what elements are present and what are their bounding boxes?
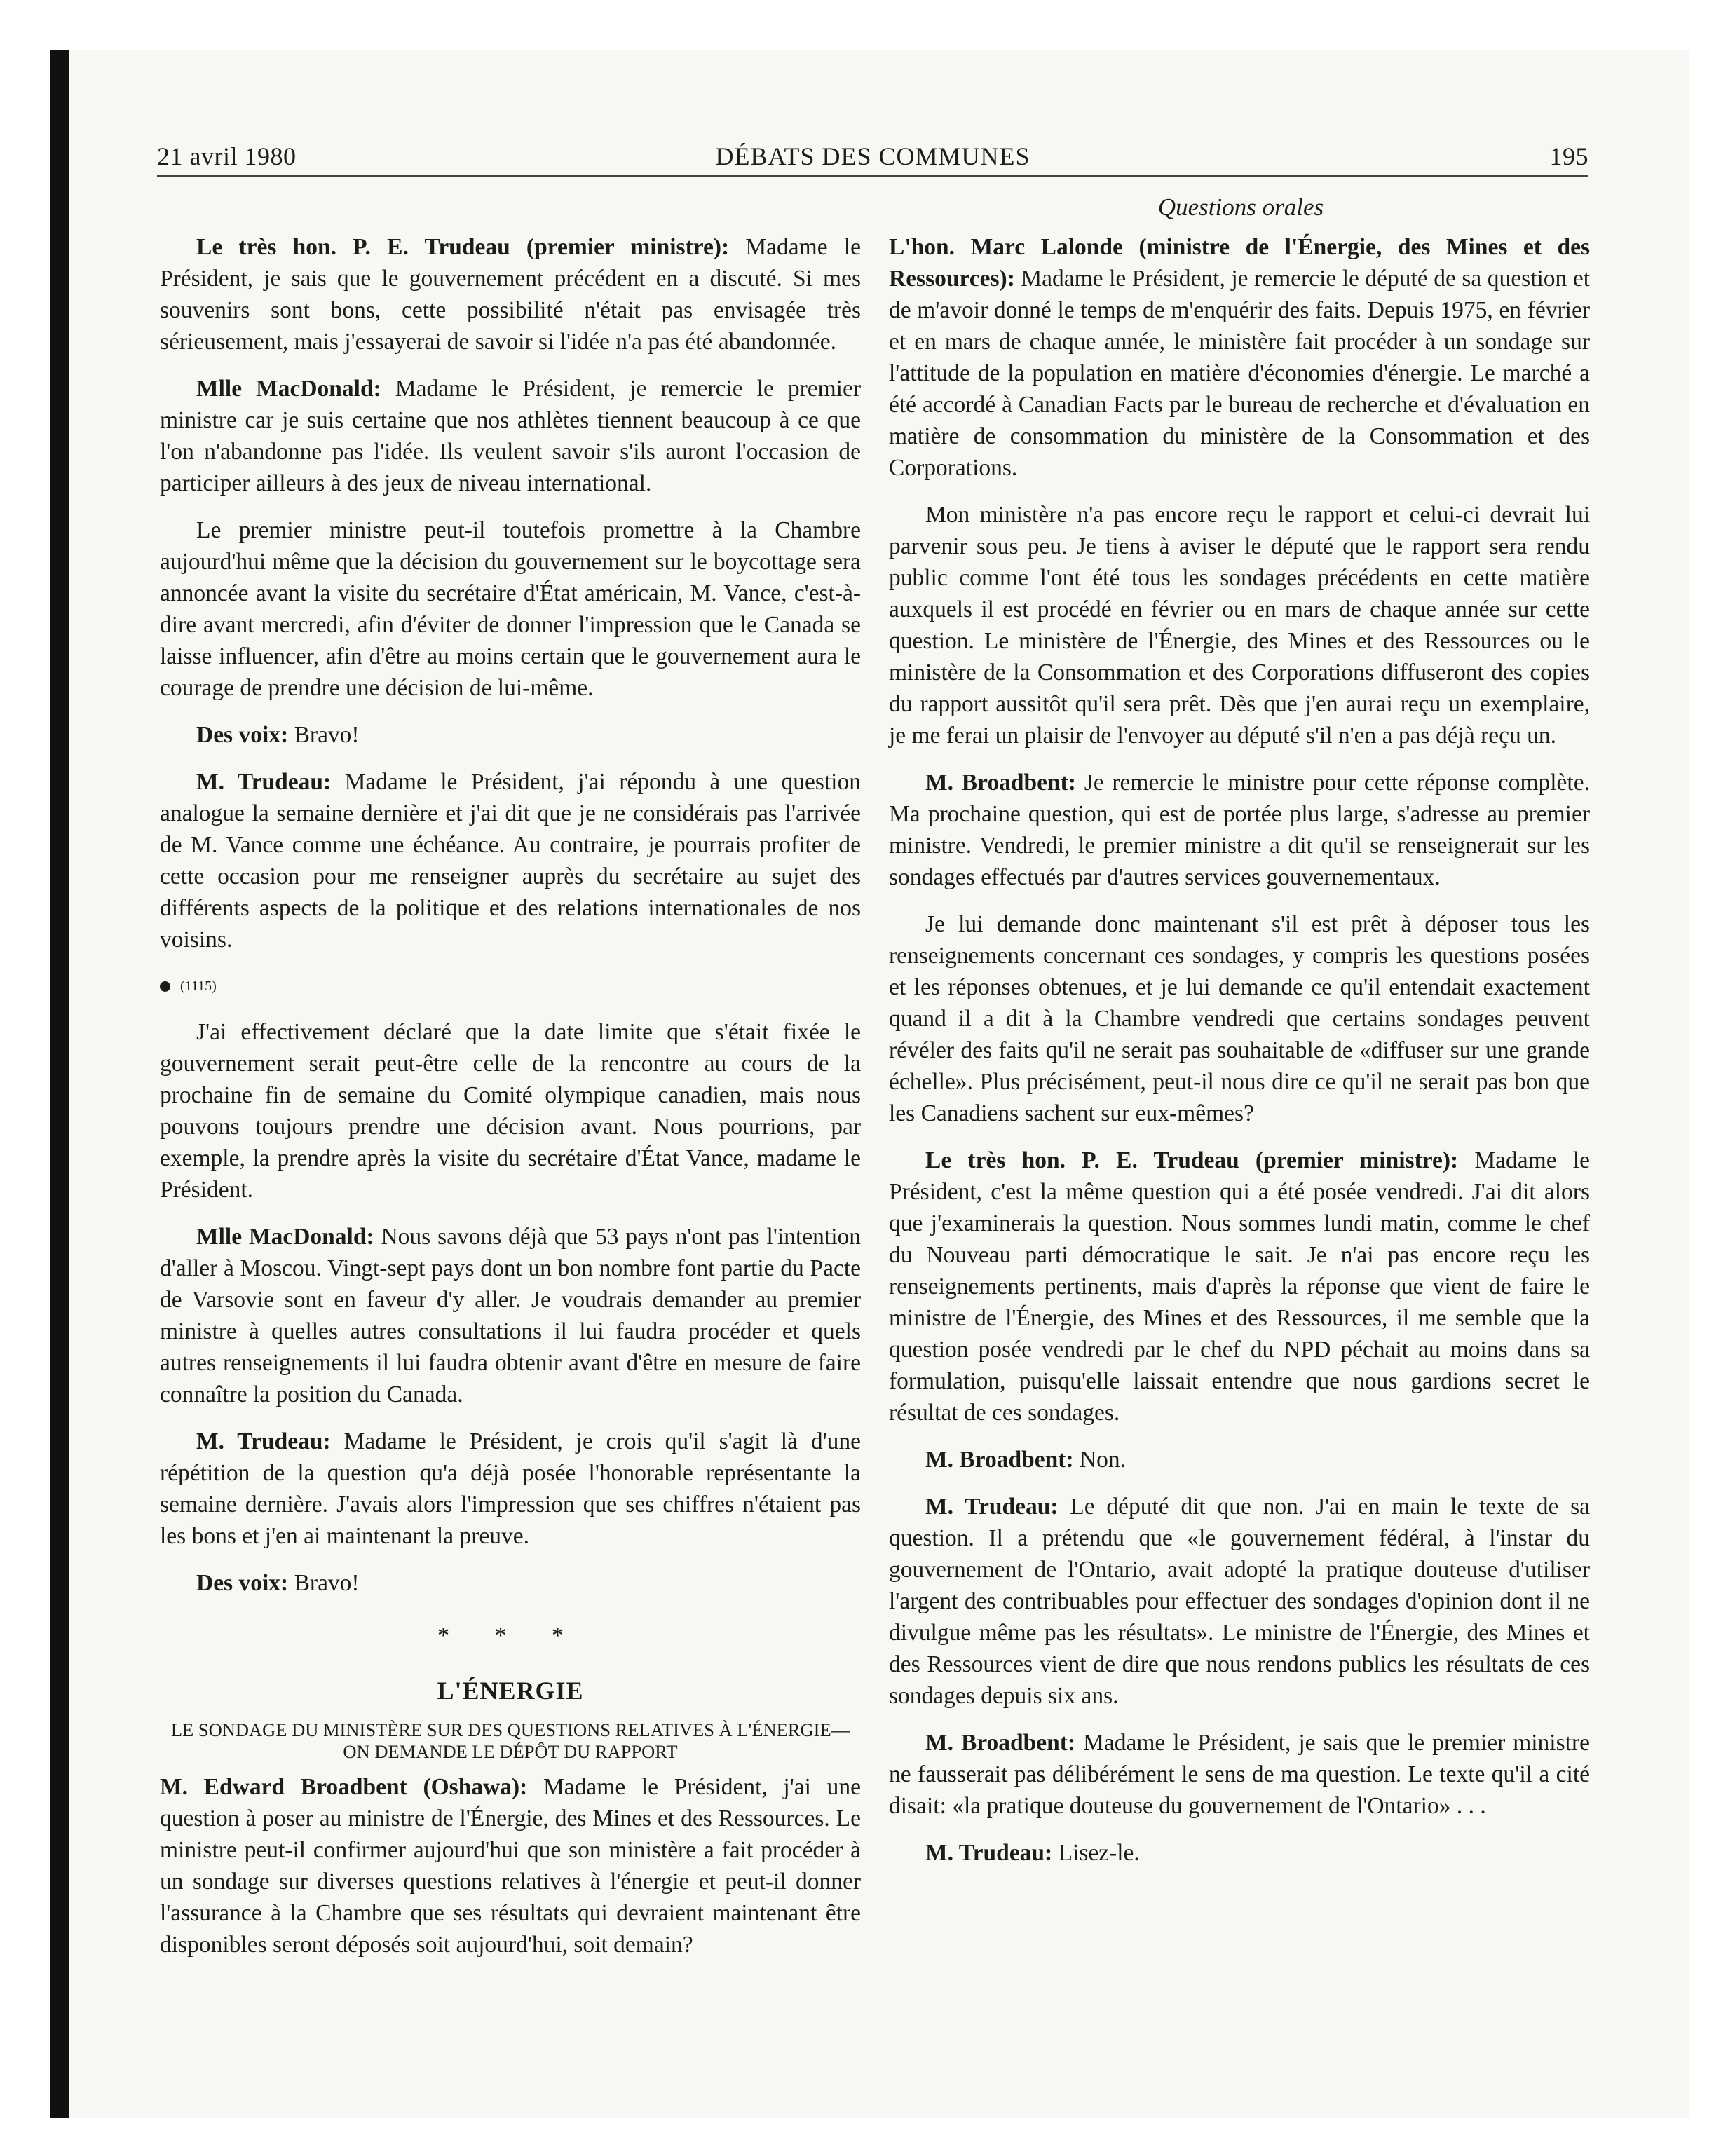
speech-text: Bravo! [288, 1570, 360, 1596]
paragraph [889, 1837, 1590, 1869]
paragraph [889, 1145, 1590, 1428]
speech-text: Je lui demande donc maintenant s'il est prêt à déposer tous les renseignements concernant ces sondages, y compris les questions posées et les réponses obtenues, et je lui demande ce qu'il entendait exactement quand il a dit à la Chambre vendredi que certains sondages peuvent révéler des faits qu'il ne serait pas souhaitable de «diffuser sur une grande échelle». Plus précisément, peut-il nous dire ce qu'il ne serait pas bon que les Canadiens sachent sur eux-mêmes? [889, 911, 1590, 1126]
paragraph [889, 1444, 1590, 1475]
section-label: Questions orales [1157, 193, 1324, 221]
paragraph [160, 1771, 861, 1960]
right-column [889, 231, 1590, 1884]
speaker-name: M. Edward Broadbent (Oshawa): [160, 1774, 528, 1800]
topic-heading: L'ÉNERGIE [437, 1677, 584, 1705]
paragraph [889, 767, 1590, 893]
header-title: DÉBATS DES COMMUNES [715, 142, 1030, 170]
speech-text: Non. [1073, 1447, 1127, 1473]
speaker-name: Mlle MacDonald: [196, 376, 381, 402]
paragraph [889, 499, 1590, 751]
speaker-name: M. Trudeau: [925, 1840, 1053, 1866]
paragraph [889, 1727, 1590, 1822]
speech-text: Madame le Président, je remercie le député de sa question et de m'avoir donné le temps de m'enquérir des faits. Depuis 1975, en février et en mars de chaque année, le ministère fait procéder à un sondage sur l'attitude de la population en matière d'économies d'énergie. Le marché a été accordé à Canadian Facts par le bureau de recherche et d'évaluation en matière de consommation du ministère de la Consommation et des Corporations. [889, 266, 1590, 481]
paragraph [889, 231, 1590, 484]
running-header [157, 139, 1588, 177]
speaker-name: Le très hon. P. E. Trudeau (premier ministre): [925, 1147, 1459, 1173]
speaker-name: Des voix: [196, 722, 289, 748]
speech-text: Madame le Président, je sais que le premier ministre ne fausserait pas délibérément le sens de ma question. Le texte qu'il a cité disait: «la pratique douteuse du gouvernement de l'Ontario» . . . [889, 1730, 1590, 1819]
paragraph [160, 719, 861, 751]
paragraph [160, 514, 861, 704]
speech-text: Le premier ministre peut-il toutefois promettre à la Chambre aujourd'hui même que la décision du gouvernement sur le boycottage sera annoncée avant la visite du secrétaire d'État américain, M. Vance, c'est-à-dire avant mercredi, afin d'éviter de donner l'impression que le Canada se laisse influencer, afin d'être au moins certain que le gouvernement aura le courage de prendre une décision de lui-même. [160, 517, 861, 701]
left-column [160, 231, 861, 1976]
bullet-dot-icon [160, 981, 170, 992]
paragraph [160, 1221, 861, 1410]
speech-text: Madame le Président, je remercie le premier ministre car je suis certaine que nos athlètes tiennent beaucoup à ce que l'on n'abandonne pas l'idée. Ils veulent savoir s'ils auront l'occasion de participer ailleurs à des jeux de niveau international. [160, 376, 861, 496]
topic-subheading: LE SONDAGE DU MINISTÈRE SUR DES QUESTIONS RELATIVES À L'ÉNERGIE—ON DEMANDE LE DÉPÔT DU RAPPORT [170, 1719, 850, 1762]
paragraph [160, 766, 861, 955]
page-number: 195 [1549, 142, 1588, 170]
paragraph [889, 1491, 1590, 1712]
speech-text: Madame le Président, j'ai répondu à une question analogue la semaine dernière et j'ai dit que je ne considérais pas l'arrivée de M. Vance comme une échéance. Au contraire, je pourrais profiter de cette occasion pour me renseigner auprès du secrétaire au sujet des différents aspects de la politique et des relations internationales de nos voisins. [160, 769, 861, 953]
speaker-name: M. Broadbent: [925, 1730, 1076, 1756]
speech-text: Madame le Président, je crois qu'il s'agit là d'une répétition de la question qu'a déjà posée l'honorable représentante la semaine dernière. J'avais alors l'impression que ses chiffres n'étaient pas les bons et j'en ai maintenant la preuve. [160, 1428, 861, 1549]
section-separator: * * * [437, 1623, 583, 1649]
speaker-name: Des voix: [196, 1570, 289, 1596]
speech-text: Le député dit que non. J'ai en main le texte de sa question. Il a prétendu que «le gouvernement fédéral, à l'instar du gouvernement de l'Ontario, avait adopté la pratique douteuse d'utiliser l'argent des contribuables pour effectuer des sondages d'opinion dont il ne divulgue même pas les résultats». Le ministre de l'Énergie, des Mines et des Ressources vient de dire que nous rendons publics les résultats de ces sondages depuis six ans. [889, 1494, 1590, 1709]
paragraph [160, 1016, 861, 1206]
paragraph [160, 231, 861, 357]
time-marker [160, 971, 861, 1002]
speaker-name: L'hon. Marc Lalonde (ministre de l'Énergie, des Mines et des Ressources): [889, 234, 1590, 292]
paragraph [160, 373, 861, 499]
speaker-name: Mlle MacDonald: [196, 1224, 374, 1250]
speaker-name: M. Broadbent: [925, 770, 1076, 796]
speech-text: Je remercie le ministre pour cette réponse complète. Ma prochaine question, qui est de portée plus large, s'adresse au premier ministre. Vendredi, le premier ministre a dit qu'il se renseignerait sur les sondages effectués par d'autres services gouvernementaux. [889, 770, 1590, 890]
header-date: 21 avril 1980 [157, 142, 297, 170]
speech-text: J'ai effectivement déclaré que la date limite que s'était fixée le gouvernement serait peut-être celle de la rencontre au cours de la prochaine fin de semaine du Comité olympique canadien, mais nous pouvons toujours prendre une décision avant. Nous pourrions, par exemple, la prendre après la visite du secrétaire d'État Vance, madame le Président. [160, 1019, 861, 1203]
speech-text: Madame le Président, je sais que le gouvernement précédent en a discuté. Si mes souvenirs sont bons, cette possibilité n'était pas envisagée très sérieusement, mais j'essayerai de savoir si l'idée n'a pas été abandonnée. [160, 234, 861, 355]
time-marker-label: (1115) [180, 978, 217, 994]
speaker-name: M. Trudeau: [196, 1428, 331, 1454]
speech-text: Nous savons déjà que 53 pays n'ont pas l'intention d'aller à Moscou. Vingt-sept pays dont un bon nombre font partie du Pacte de Varsovie sont en faveur d'y aller. Je voudrais demander au premier ministre à quelles autres consultations il lui faudra procéder et quels autres renseignements il lui faudra obtenir avant d'être en mesure de faire connaître la position du Canada. [160, 1224, 861, 1407]
speaker-name: M. Broadbent: [925, 1447, 1074, 1473]
speech-text: Madame le Président, j'ai une question à poser au ministre de l'Énergie, des Mines et des Ressources. Le ministre peut-il confirmer aujourd'hui que son ministère a fait procéder à un sondage sur diverses questions relatives à l'énergie et peut-il donner l'assurance à la Chambre que ses résultats qui devraient maintenant être disponibles seront déposés soit aujourd'hui, soit demain? [160, 1774, 861, 1958]
speech-text: Bravo! [288, 722, 360, 748]
paragraph [160, 1567, 861, 1599]
paragraph [160, 1426, 861, 1552]
speech-text: Mon ministère n'a pas encore reçu le rapport et celui-ci devrait lui parvenir sous peu. Je tiens à aviser le député que le rapport sera rendu public comme l'ont été tous les sondages précédents en cette matière auxquels il est procédé en février ou en mars de chaque année sur cette question. Le ministère de l'Énergie, des Mines et des Ressources ou le ministère de la Consommation et des Corporations diffuseront des copies du rapport aussitôt qu'il sera prêt. Dès que j'en aurai reçu un exemplaire, je me ferai un plaisir de l'envoyer au député s'il n'en a pas déjà reçu un. [889, 502, 1590, 749]
speech-text: Madame le Président, c'est la même question qui a été posée vendredi. J'ai dit alors que j'examinerais la question. Nous sommes lundi matin, comme le chef du Nouveau parti démocratique le sait. Je n'ai pas encore reçu les renseignements pertinents, mais d'après la réponse que vient de faire le ministre de l'Énergie, des Mines et des Ressources, il me semble que la question posée vendredi par le chef du NPD péchait au moins dans sa formulation, puisqu'elle laissait entendre que nous gardions secret le résultat de ces sondages. [889, 1147, 1590, 1426]
speaker-name: M. Trudeau: [925, 1494, 1059, 1520]
speech-text: Lisez-le. [1052, 1840, 1140, 1866]
speaker-name: M. Trudeau: [196, 769, 332, 795]
scan-edge [50, 50, 69, 2118]
speaker-name: Le très hon. P. E. Trudeau (premier ministre): [196, 234, 730, 260]
paragraph [889, 908, 1590, 1129]
